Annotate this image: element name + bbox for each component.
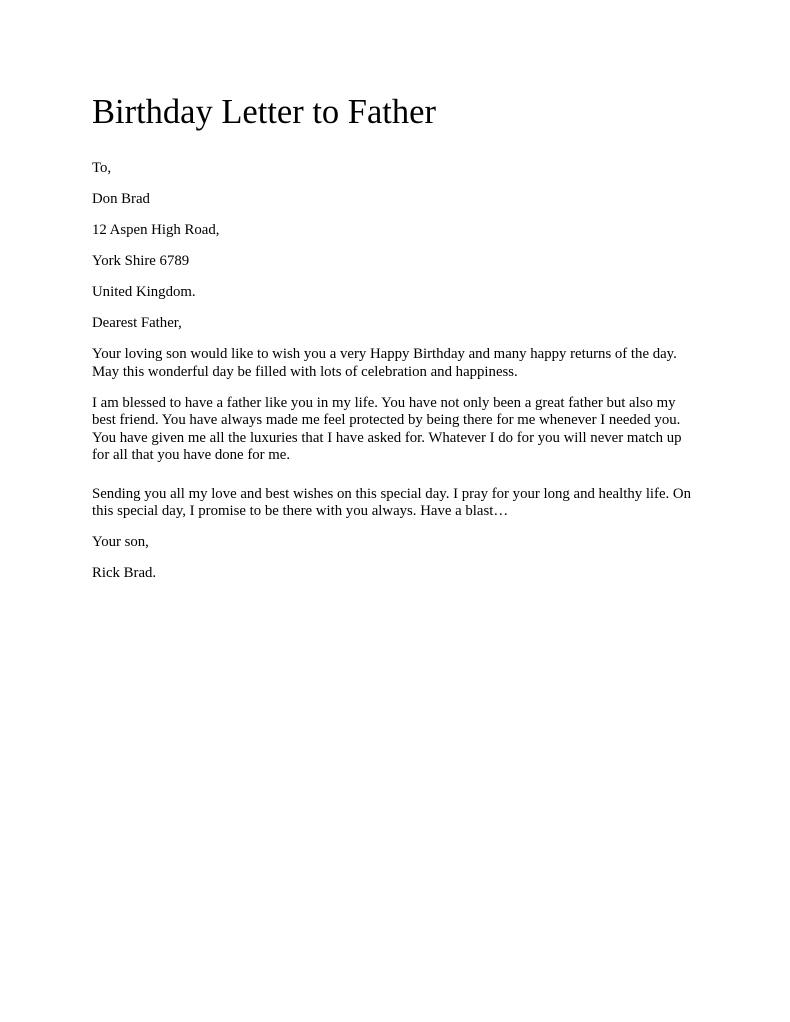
letter-paragraph-2: I am blessed to have a father like you in my life. You have not only been a great father but also my best friend. You have always made me feel protected by being there for me whenever I needed you. You have given me all the luxuries that I have asked for. Whatever I do for you will never match up for all that you have done for me. xyxy=(92,394,682,463)
recipient-to-line: To, xyxy=(92,160,112,176)
recipient-address-country: United Kingdom. xyxy=(92,284,196,300)
recipient-address-region: York Shire 6789 xyxy=(92,253,190,269)
letter-title: Birthday Letter to Father xyxy=(92,93,436,131)
letter-paragraph-3: Sending you all my love and best wishes on this special day. I pray for your long and healthy life. On this special day, I promise to be there with you always. Have a blast… xyxy=(92,485,692,519)
letter-paragraph-1: Your loving son would like to wish you a very Happy Birthday and many happy returns of the day. May this wonderful day be filled with lots of celebration and happiness. xyxy=(92,346,677,380)
letter-closing: Your son, xyxy=(92,534,149,550)
letter-signature: Rick Brad. xyxy=(92,565,157,581)
letter-greeting: Dearest Father, xyxy=(92,315,182,331)
recipient-address-street: 12 Aspen High Road, xyxy=(92,222,220,238)
recipient-name: Don Brad xyxy=(92,191,150,207)
